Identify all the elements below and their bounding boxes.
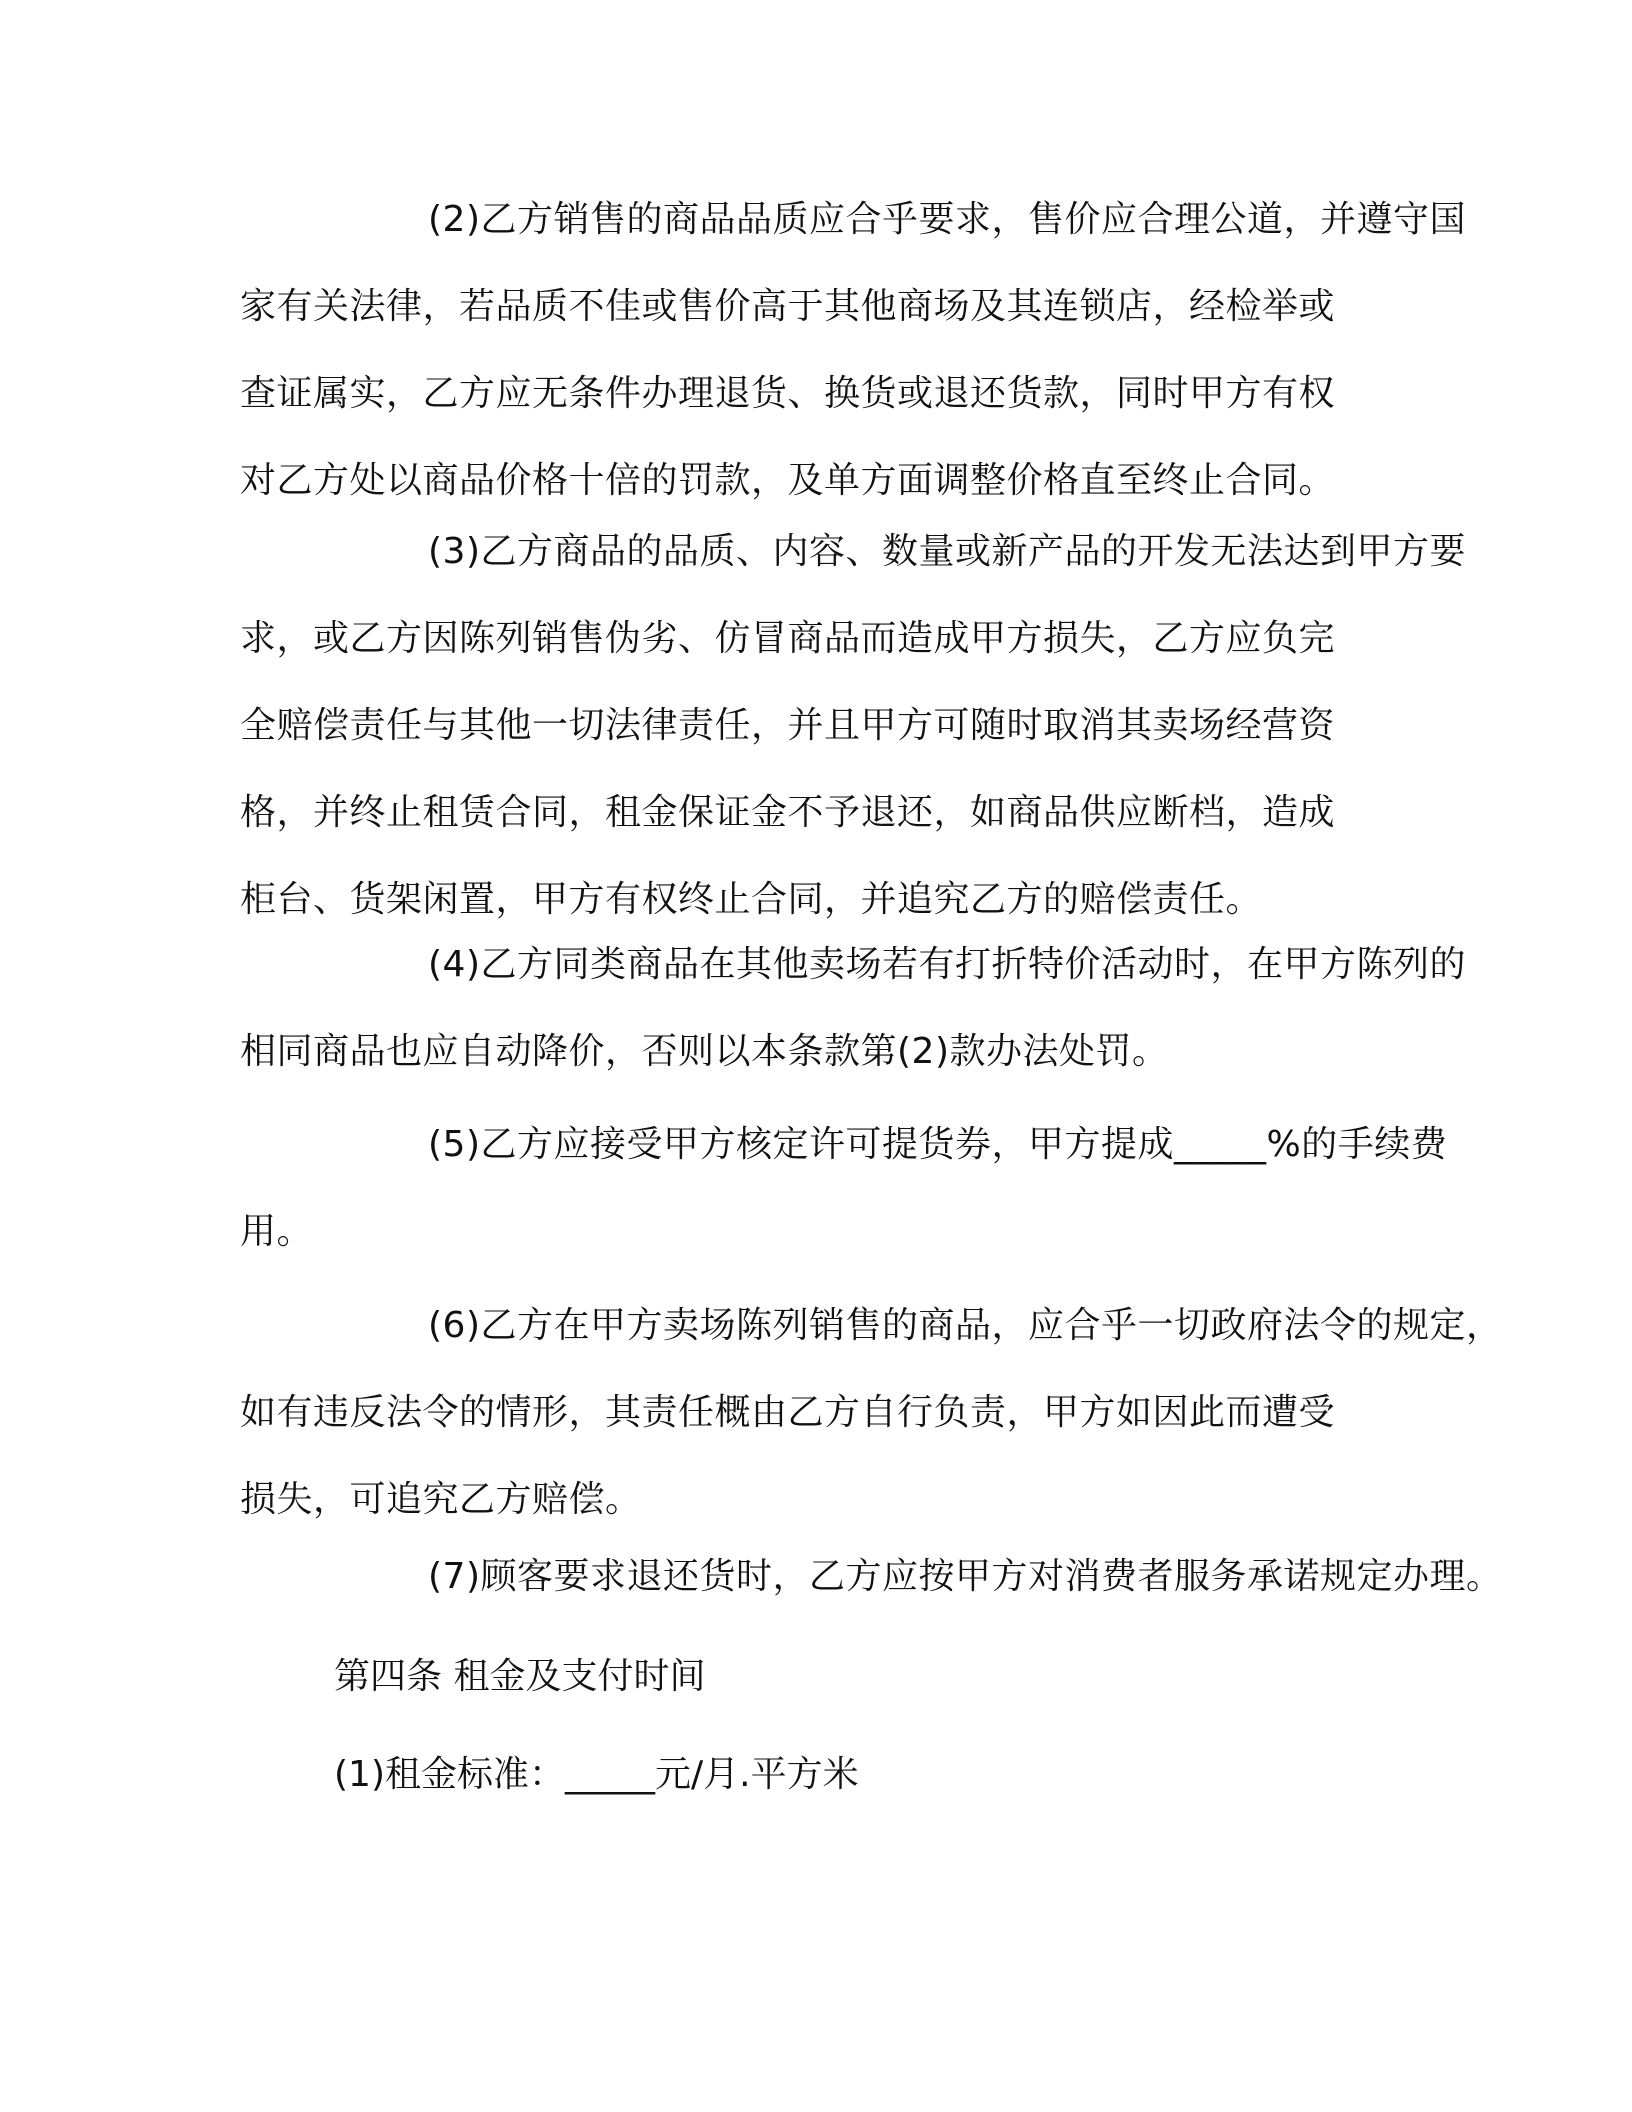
paragraph-line: (7)顾客要求退还货时，乙方应按甲方对消费者服务承诺规定办理。: [428, 1556, 1503, 1597]
paragraph-line: 查证属实，乙方应无条件办理退货、换货或退还货款，同时甲方有权: [240, 373, 1336, 414]
clause-paragraph: [240, 1533, 1503, 1620]
paragraph-line: (2)乙方销售的商品品质应合乎要求，售价应合理公道，并遵守国: [428, 199, 1466, 240]
article-heading: 第四条 租金及支付时间: [334, 1656, 706, 1697]
clause-paragraph: [240, 508, 1466, 943]
paragraph-line: (3)乙方商品的品质、内容、数量或新产品的开发无法达到甲方要: [428, 531, 1466, 572]
paragraph-line: (4)乙方同类商品在其他卖场若有打折特价活动时，在甲方陈列的: [428, 944, 1466, 985]
paragraph-line: 求，或乙方因陈列销售伪劣、仿冒商品而造成甲方损失，乙方应负完: [240, 618, 1336, 659]
paragraph-line: 全赔偿责任与其他一切法律责任，并且甲方可随时取消其卖场经营资: [240, 705, 1336, 746]
paragraph-line: 如有违反法令的情形，其责任概由乙方自行负责，甲方如因此而遭受: [240, 1392, 1336, 1433]
paragraph-line: 格，并终止租赁合同，租金保证金不予退还，如商品供应断档，造成: [240, 792, 1336, 833]
paragraph-line: 相同商品也应自动降价，否则以本条款第(2)款办法处罚。: [240, 1031, 1169, 1072]
paragraph-line: 用。: [240, 1211, 314, 1252]
rent-standard-line: (1)租金标准：_____元/月.平方米: [334, 1754, 859, 1795]
clause-paragraph: [240, 1101, 1448, 1275]
paragraph-line: 柜台、货架闲置，甲方有权终止合同，并追究乙方的赔偿责任。: [240, 879, 1263, 920]
clause-paragraph: [240, 1282, 1503, 1543]
paragraph-line: 对乙方处以商品价格十倍的罚款，及单方面调整价格直至终止合同。: [240, 460, 1336, 501]
clause-paragraph: [240, 921, 1466, 1095]
paragraph-line: (6)乙方在甲方卖场陈列销售的商品，应合乎一切政府法令的规定，: [428, 1305, 1503, 1346]
paragraph-line: (5)乙方应接受甲方核定许可提货券，甲方提成_____%的手续费: [428, 1124, 1448, 1165]
paragraph-line: 损失，可追究乙方赔偿。: [240, 1479, 642, 1520]
paragraph-line: 家有关法律，若品质不佳或售价高于其他商场及其连锁店，经检举或: [240, 286, 1336, 327]
clause-paragraph: [240, 176, 1466, 524]
